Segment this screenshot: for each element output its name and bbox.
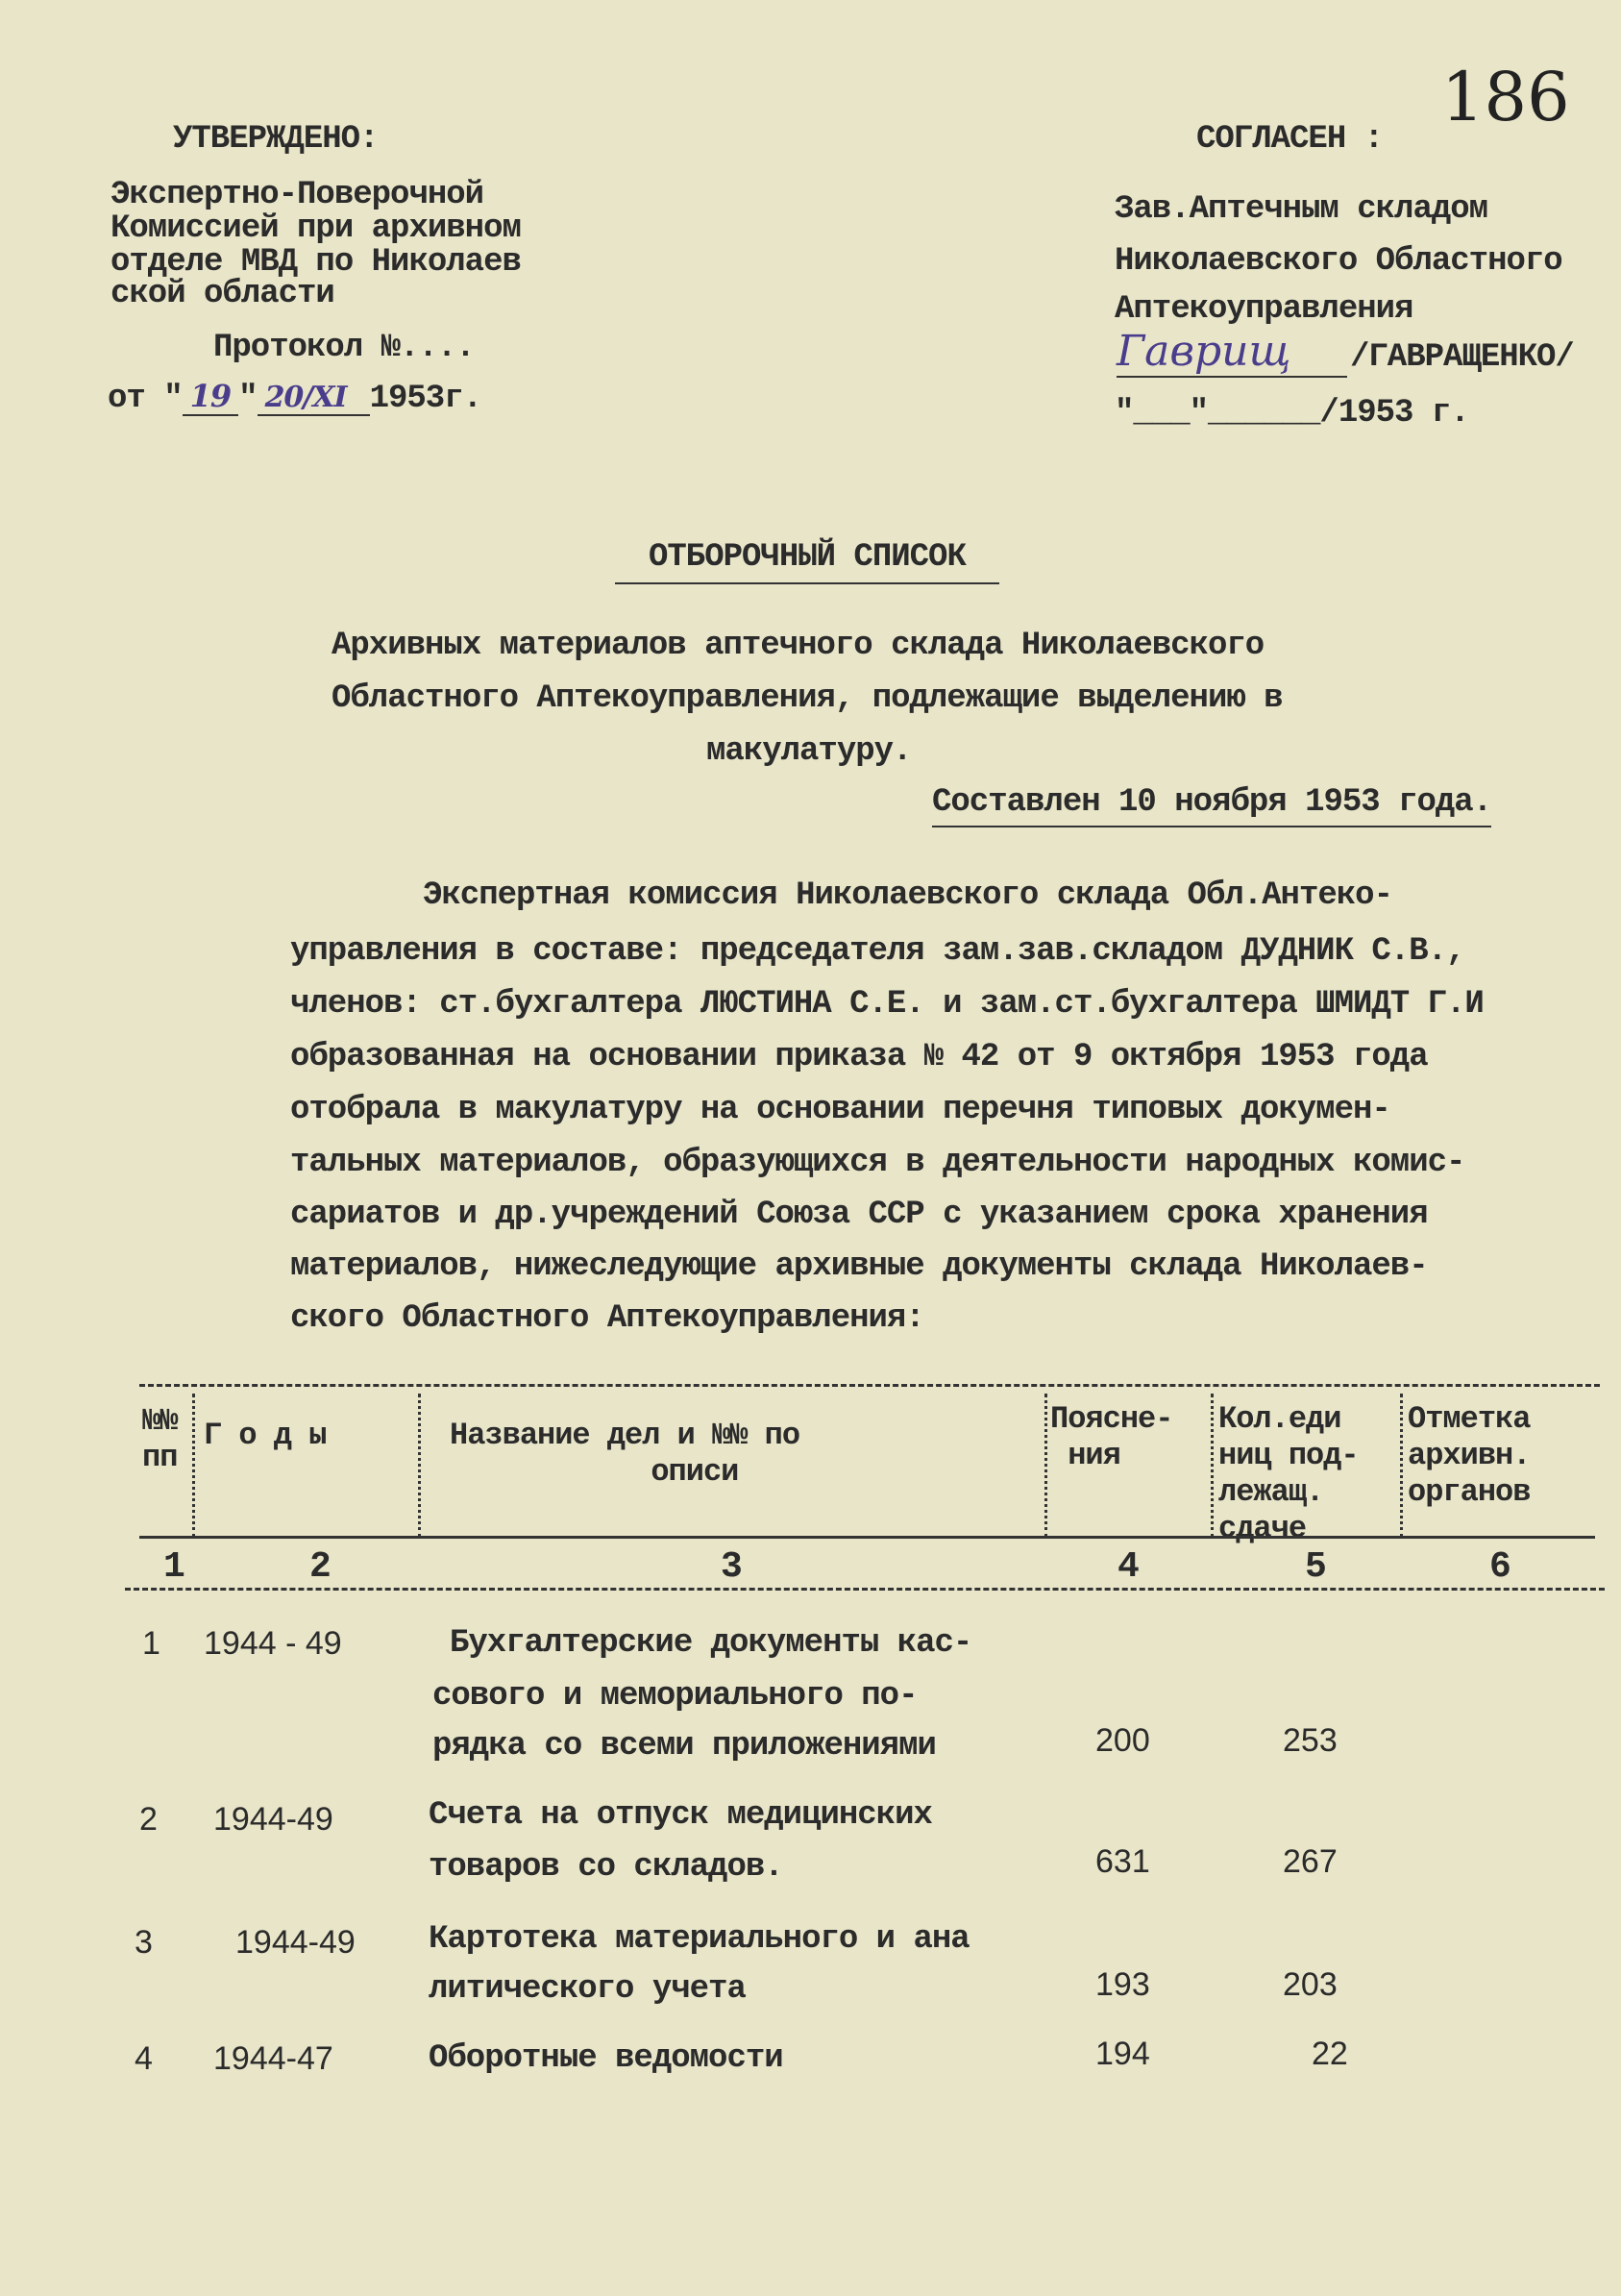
date-prefix: от ": [108, 381, 183, 417]
agreed-line: Николаевского Областного: [1115, 243, 1562, 280]
row-count: 22: [1312, 2036, 1348, 2072]
row-number: 3: [135, 1924, 153, 1961]
body-line: управления в составе: председателя зам.зав.складом ДУДНИК С.В.,: [290, 933, 1465, 970]
table-top-rule: [139, 1384, 1600, 1387]
row-name: Оборотные ведомости: [429, 2040, 783, 2077]
row-years: 1944 - 49: [204, 1625, 342, 1662]
row-number: 1: [142, 1625, 160, 1662]
row-years: 1944-49: [235, 1924, 356, 1961]
column-divider: [1044, 1394, 1047, 1538]
row-years: 1944-47: [213, 2040, 333, 2077]
approved-line: отделе МВД по Николаев: [111, 244, 521, 281]
approved-title: УТВЕРЖДЕНО:: [173, 121, 379, 158]
agreed-date: "___"______/1953 г.: [1115, 395, 1469, 432]
body-line: членов: ст.бухгалтера ЛЮСТИНА С.Е. и зам.ст.бухгалтера ШМИДТ Г.И: [290, 986, 1484, 1023]
row-number: 4: [135, 2040, 153, 2077]
row-name: товаров со складов.: [429, 1849, 783, 1886]
approved-line: Экспертно-Поверочной: [111, 177, 484, 213]
header-number: №№ пп: [142, 1403, 178, 1475]
subtitle-line: Областного Аптекоуправления, подлежащие выделению в: [332, 680, 1283, 717]
document-title: ОТБОРОЧНЫЙ СПИСОК: [615, 538, 999, 584]
protocol-number: Протокол №....: [213, 330, 475, 366]
header-notes: Поясне- ния: [1050, 1401, 1173, 1473]
row-name: Счета на отпуск медицинских: [429, 1797, 932, 1834]
signature: Гаврищ: [1117, 327, 1347, 378]
column-divider: [418, 1394, 421, 1538]
compiled-date: Составлен 10 ноября 1953 года.: [932, 783, 1491, 827]
approved-line: Комиссией при архивном: [111, 210, 521, 247]
approved-line: ской области: [111, 276, 334, 312]
row-count: 203: [1283, 1966, 1338, 2003]
row-count: 267: [1283, 1843, 1338, 1880]
body-line: тальных материалов, образующихся в деятельности народных комис-: [290, 1145, 1465, 1181]
column-number: 5: [1305, 1546, 1326, 1588]
agreed-title: СОГЛАСЕН :: [1196, 121, 1384, 158]
row-notes: 193: [1095, 1966, 1150, 2003]
header-count: Кол.еди ниц под- лежащ. сдаче: [1218, 1401, 1359, 1546]
row-name: Картотека материального и ана: [429, 1921, 970, 1958]
row-name: рядка со всеми приложениями: [432, 1728, 936, 1765]
date-year: 1953г.: [369, 381, 481, 417]
body-line: материалов, нижеследующие архивные документы склада Николаев-: [290, 1248, 1428, 1285]
body-line: отобрала в макулатуру на основании перечня типовых докумен-: [290, 1092, 1390, 1128]
column-number: 2: [309, 1546, 331, 1588]
body-line: сариатов и др.учреждений Союза ССР с указанием срока хранения: [290, 1197, 1428, 1233]
row-name: Бухгалтерские документы кас-: [450, 1625, 972, 1662]
body-line: ского Областного Аптекоуправления:: [290, 1300, 924, 1337]
date-month: 20/XI: [258, 381, 370, 416]
row-years: 1944-49: [213, 1801, 333, 1838]
row-notes: 631: [1095, 1843, 1150, 1880]
row-notes: 200: [1095, 1722, 1150, 1759]
column-number: 6: [1489, 1546, 1510, 1588]
header-rule: [139, 1536, 1595, 1539]
body-line: Экспертная комиссия Николаевского склада Обл.Антеко-: [423, 877, 1392, 914]
agreed-line: Аптекоуправления: [1115, 291, 1413, 328]
column-number: 1: [163, 1546, 184, 1588]
header-mark: Отметка архивн. органов: [1408, 1401, 1531, 1510]
approved-date: от " 19 " 20/XI 1953г.: [108, 378, 481, 417]
agreed-line: Зав.Аптечным складом: [1115, 191, 1488, 228]
row-count: 253: [1283, 1722, 1338, 1759]
column-number: 3: [721, 1546, 742, 1588]
column-number: 4: [1118, 1546, 1139, 1588]
row-name: сового и мемориального по-: [432, 1678, 918, 1715]
column-divider: [192, 1394, 195, 1538]
header-years: Г о д ы: [204, 1418, 327, 1453]
date-day: 19: [183, 378, 239, 416]
subtitle-line: макулатуру.: [706, 733, 912, 770]
row-name: литического учета: [429, 1971, 746, 2008]
header-name: Название дел и №№ по описи: [450, 1418, 800, 1490]
column-number-rule: [125, 1588, 1605, 1591]
page-number: 186: [1441, 58, 1570, 136]
body-line: образованная на основании приказа № 42 от 9 октября 1953 года: [290, 1039, 1428, 1075]
subtitle-line: Архивных материалов аптечного склада Николаевского: [332, 628, 1265, 664]
row-number: 2: [139, 1801, 158, 1838]
agreed-name: /ГАВРАЩЕНКО/: [1350, 339, 1574, 376]
row-notes: 194: [1095, 2036, 1150, 2072]
column-divider: [1400, 1394, 1403, 1538]
column-divider: [1211, 1394, 1214, 1538]
